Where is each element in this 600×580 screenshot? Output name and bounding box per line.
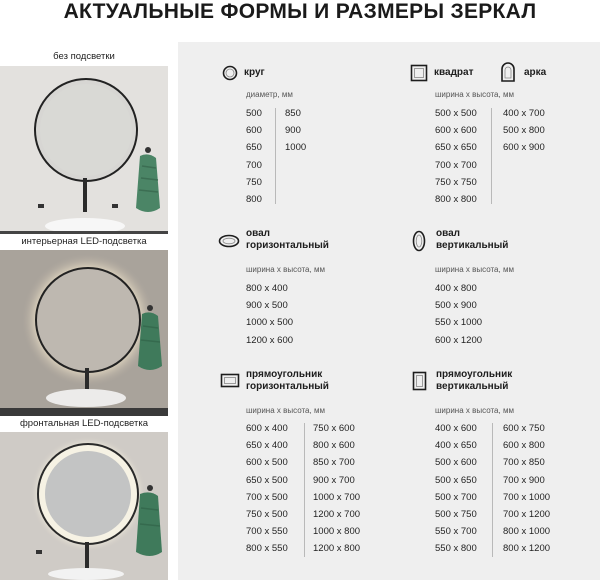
square-sizes: 500 х 500 600 х 600 650 х 650 700 х 700 750 х 750 800 х 800 — [435, 108, 477, 206]
oval-vertical-subtitle: ширина х высота, мм — [435, 265, 514, 274]
oval-horizontal-title: овал горизонтальный — [246, 228, 329, 251]
oval-vertical-sizes: 400 х 800 500 х 900 550 х 1000 600 х 1200 — [435, 283, 483, 346]
rect-vertical-subtitle: ширина х высота, мм — [435, 406, 514, 415]
arch-title: арка — [524, 67, 547, 78]
circle-title: круг — [244, 67, 265, 78]
oval-vertical-shape-icon — [412, 230, 426, 252]
photo-column — [0, 42, 168, 580]
rect-vertical-divider — [492, 423, 493, 557]
oval-horizontal-subtitle: ширина х высота, мм — [246, 265, 325, 274]
rect-horizontal-divider — [304, 423, 305, 557]
rect-horizontal-sizes-col1: 600 х 400 650 х 400 600 х 500 650 х 500 700 х 500 750 х 500 700 х 550 800 х 550 — [246, 423, 288, 555]
photo-label-front-led: фронтальная LED-подсветка — [19, 418, 149, 429]
page-title: АКТУАЛЬНЫЕ ФОРМЫ И РАЗМЕРЫ ЗЕРКАЛ — [63, 0, 537, 23]
photo-mirror-no-light — [0, 66, 168, 234]
photo-mirror-front-led — [0, 432, 168, 580]
square-shape-icon — [410, 64, 428, 82]
photo-label-interior-led: интерьерная LED-подсветка — [21, 236, 147, 247]
rect-horizontal-subtitle: ширина х высота, мм — [246, 406, 325, 415]
circle-divider — [275, 108, 276, 204]
circle-sizes-col1: 500 600 650 700 750 800 — [246, 108, 262, 206]
circle-shape-icon — [222, 65, 238, 81]
rect-vertical-sizes-col2: 600 х 750 600 х 800 700 х 850 700 х 900 700 х 1000 700 х 1200 800 х 1000 800 х 1200 — [503, 423, 551, 555]
photo-label-no-light: без подсветки — [53, 51, 115, 62]
rect-vertical-shape-icon — [412, 371, 427, 391]
photo-mirror-interior-led — [0, 250, 168, 416]
rect-vertical-sizes-col1: 400 х 600 400 х 650 500 х 600 500 х 650 500 х 700 500 х 750 550 х 700 550 х 800 — [435, 423, 477, 555]
rect-horizontal-title: прямоугольник горизонтальный — [246, 369, 329, 392]
arch-sizes: 400 х 700 500 х 800 600 х 900 — [503, 108, 545, 154]
rect-horizontal-sizes-col2: 750 х 600 800 х 600 850 х 700 900 х 700 1000 х 700 1200 х 700 1000 х 800 1200 х 800 — [313, 423, 361, 555]
arch-shape-icon — [500, 61, 516, 83]
oval-horizontal-shape-icon — [218, 234, 240, 248]
rect-horizontal-shape-icon — [220, 373, 240, 388]
sizes-panel — [178, 42, 600, 580]
oval-vertical-title: овал вертикальный — [436, 228, 509, 251]
circle-subtitle: диаметр, мм — [246, 90, 293, 99]
rect-vertical-title: прямоугольник вертикальный — [436, 369, 513, 392]
oval-horizontal-sizes: 800 х 400 900 х 500 1000 х 500 1200 х 600 — [246, 283, 294, 346]
circle-sizes-col2: 850 900 1000 — [285, 108, 307, 154]
square-title: квадрат — [434, 67, 474, 78]
square-divider — [491, 108, 492, 204]
square-subtitle: ширина х высота, мм — [435, 90, 514, 99]
